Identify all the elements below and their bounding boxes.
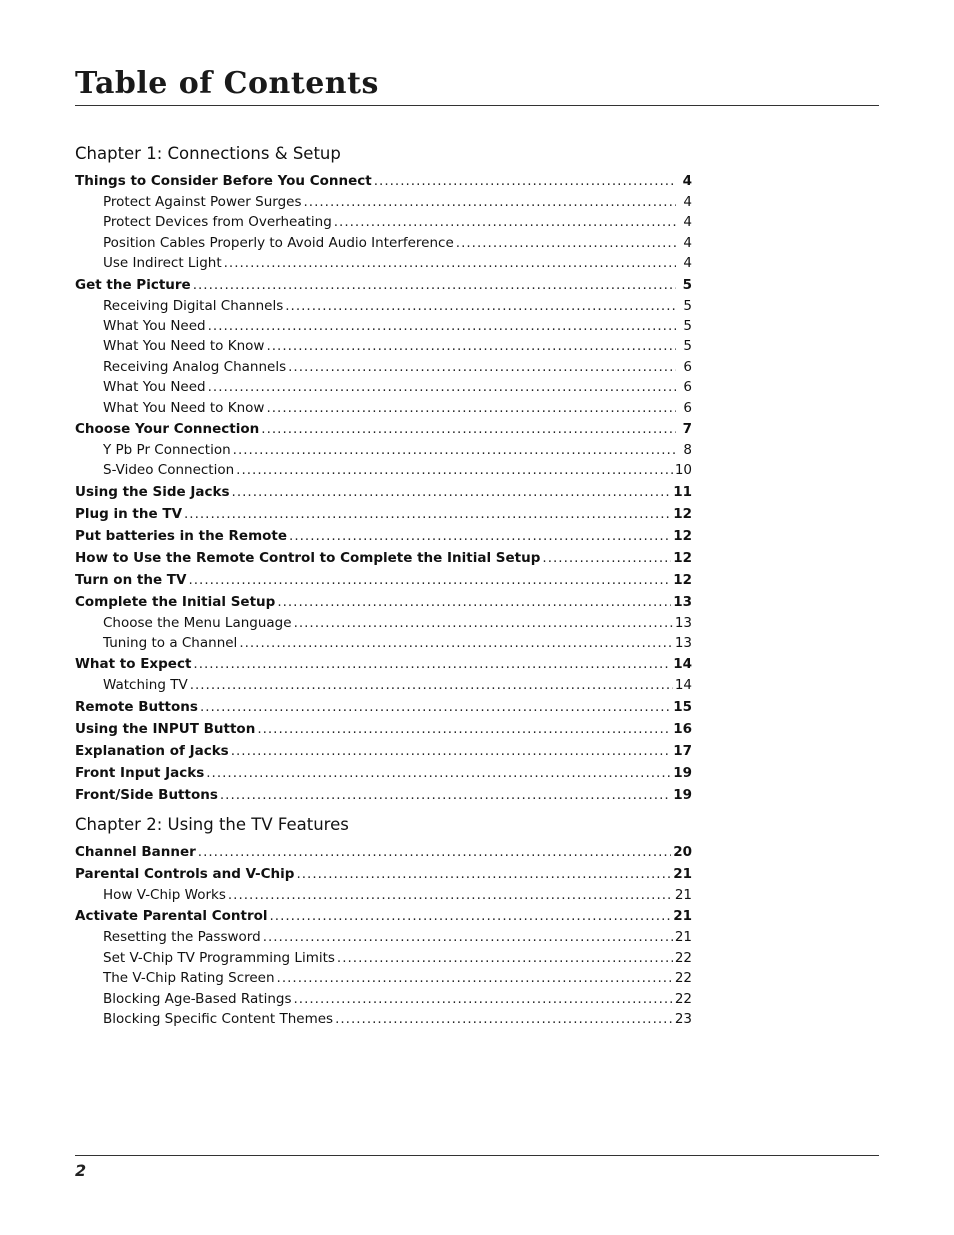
toc-entry-title: Put batteries in the Remote <box>75 527 288 544</box>
toc-entry-title: Protect Against Power Surges <box>103 194 302 210</box>
dot-leader <box>303 192 676 212</box>
toc-page-number: 5 <box>683 317 692 334</box>
toc-entry-title: What You Need to Know <box>103 338 265 355</box>
dot-leader <box>293 989 672 1009</box>
dot-leader <box>239 633 673 653</box>
toc-page-number: 12 <box>673 549 692 566</box>
toc-subentry[interactable] <box>75 1009 692 1029</box>
toc-entry-title: Get the Picture <box>75 276 191 293</box>
toc-page-number: 12 <box>673 505 692 522</box>
toc-page-number: 4 <box>683 214 692 231</box>
toc-entry[interactable] <box>75 418 692 440</box>
toc-entry-title: Explanation of Jacks <box>75 742 229 759</box>
toc-page-number: 6 <box>683 379 692 396</box>
toc-subentry[interactable] <box>75 316 692 336</box>
toc-page-number: 19 <box>673 786 692 803</box>
toc-entry-title: Use Indirect Light <box>103 255 222 272</box>
toc-entry-title: Tuning to a Channel <box>103 635 238 652</box>
toc-entry-title: Using the INPUT Button <box>75 720 256 737</box>
toc-entry-title: Front Input Jacks <box>75 764 205 781</box>
toc-subentry[interactable] <box>75 233 692 253</box>
dot-leader <box>294 613 673 633</box>
toc-entry[interactable] <box>75 274 692 296</box>
toc-page-number: 7 <box>682 420 692 437</box>
toc-entry-title: How to Use the Remote Control to Complete the Initial Setup <box>75 549 541 566</box>
toc-entry-title: What You Need <box>103 379 206 396</box>
toc-page-number: 13 <box>673 593 692 610</box>
dot-leader <box>263 927 673 947</box>
toc-entry-title: Parental Controls and V-Chip <box>75 866 295 882</box>
dot-leader <box>289 525 671 547</box>
toc-page-number: 16 <box>673 720 692 737</box>
dot-leader <box>228 885 673 905</box>
toc-page-number: 12 <box>673 571 692 588</box>
toc-page-number: 13 <box>674 635 692 652</box>
toc-entry-title: Complete the Initial Setup <box>75 593 276 610</box>
toc-entry-title: Turn on the TV <box>75 571 187 588</box>
toc-entry-title: Blocking Specific Content Themes <box>103 1010 334 1027</box>
toc-entry[interactable] <box>75 718 692 740</box>
dot-leader <box>277 591 671 613</box>
toc-entry[interactable] <box>75 863 692 885</box>
toc-page-number: 6 <box>683 358 692 375</box>
chapter-heading: Chapter 1: Connections & Setup <box>75 144 341 163</box>
toc-page-number: 14 <box>673 656 692 673</box>
dot-leader <box>288 357 676 377</box>
toc-entry[interactable] <box>75 740 692 762</box>
dot-leader <box>542 547 671 569</box>
toc-entry[interactable] <box>75 547 692 569</box>
chapter-heading: Chapter 2: Using the TV Features <box>75 815 349 834</box>
toc-entry-title: Set V-Chip TV Programming Limits <box>103 949 335 966</box>
toc-entry-title: Channel Banner <box>75 844 196 860</box>
toc-entry-title: What You Need <box>103 317 206 334</box>
toc-page-number: 11 <box>673 483 692 500</box>
toc-page-number: 21 <box>674 929 692 946</box>
toc-entry-title: What You Need to Know <box>103 399 265 416</box>
toc-subentry[interactable] <box>75 989 692 1009</box>
dot-leader <box>200 696 671 718</box>
toc-entry-title: Activate Parental Control <box>75 908 268 925</box>
toc-page-number: 12 <box>673 527 692 544</box>
toc-page-number: 14 <box>674 677 692 694</box>
toc-subentry[interactable] <box>75 968 692 988</box>
dot-leader <box>198 841 671 863</box>
dot-leader <box>334 212 676 232</box>
toc-subentry[interactable] <box>75 440 692 460</box>
dot-leader <box>208 377 676 397</box>
toc-entry[interactable] <box>75 696 692 718</box>
dot-leader <box>277 968 673 988</box>
toc-subentry[interactable] <box>75 613 692 633</box>
dot-leader <box>261 418 676 440</box>
toc-entry-title: Receiving Digital Channels <box>103 297 284 314</box>
dot-leader <box>193 274 676 296</box>
toc-subentry[interactable] <box>75 212 692 232</box>
dot-leader <box>285 296 676 316</box>
toc-entry-title: Watching TV <box>103 677 188 694</box>
dot-leader <box>266 336 676 356</box>
toc-page-number: 17 <box>673 742 692 759</box>
toc-entry[interactable] <box>75 569 692 591</box>
toc-subentry[interactable] <box>75 398 692 418</box>
chapter-2-section <box>75 814 692 1029</box>
toc-subentry[interactable] <box>75 927 692 947</box>
toc-page-number: 22 <box>674 949 692 966</box>
toc-entry-title: Position Cables Properly to Avoid Audio Interference <box>103 234 454 251</box>
page-title: Table of Contents <box>75 66 379 101</box>
toc-entry[interactable] <box>75 525 692 547</box>
toc-subentry[interactable] <box>75 675 692 695</box>
toc-entry[interactable] <box>75 905 692 927</box>
toc-page-number: 4 <box>683 234 692 251</box>
toc-page-number: 23 <box>674 1010 692 1027</box>
toc-subentry[interactable] <box>75 357 692 377</box>
toc-page-number: 8 <box>683 441 692 458</box>
toc-entry-title: Choose the Menu Language <box>103 614 292 631</box>
toc-entry-title: Remote Buttons <box>75 698 198 715</box>
dot-leader <box>190 675 673 695</box>
dot-leader <box>374 170 676 192</box>
toc-entry-title: Blocking Age-Based Ratings <box>103 990 292 1007</box>
dot-leader <box>270 905 672 927</box>
toc-entry[interactable] <box>75 481 692 503</box>
dot-leader <box>184 503 671 525</box>
toc-subentry[interactable] <box>75 296 692 316</box>
toc-entry-title: Using the Side Jacks <box>75 483 230 500</box>
toc-page-number: 21 <box>673 866 692 882</box>
toc-entry[interactable] <box>75 591 692 613</box>
toc-subentry[interactable] <box>75 460 692 480</box>
toc-subentry[interactable] <box>75 253 692 273</box>
toc-page-number: 5 <box>683 297 692 314</box>
dot-leader <box>220 784 671 806</box>
toc-page-number: 5 <box>682 276 692 293</box>
toc-page-number: 5 <box>683 338 692 355</box>
toc-page-number: 10 <box>674 462 692 479</box>
toc-entry-title: Plug in the TV <box>75 505 183 522</box>
toc-entry[interactable] <box>75 503 692 525</box>
toc-page-number: 6 <box>683 399 692 416</box>
toc-subentry[interactable] <box>75 633 692 653</box>
dot-leader <box>266 398 676 418</box>
dot-leader <box>232 481 672 503</box>
title-rule <box>75 105 879 106</box>
toc-subentry[interactable] <box>75 885 692 905</box>
toc-entry-title: The V-Chip Rating Screen <box>103 970 275 987</box>
dot-leader <box>193 653 671 675</box>
dot-leader <box>337 948 673 968</box>
toc-entry[interactable] <box>75 762 692 784</box>
toc-entry-title: Protect Devices from Overheating <box>103 214 332 231</box>
toc-page-number: 4 <box>683 255 692 272</box>
toc-entry[interactable] <box>75 841 692 863</box>
dot-leader <box>236 460 673 480</box>
dot-leader <box>188 569 671 591</box>
toc-page-number: 15 <box>673 698 692 715</box>
dot-leader <box>208 316 676 336</box>
toc-subentry[interactable] <box>75 192 692 212</box>
toc-entry-title: Resetting the Password <box>103 929 261 946</box>
dot-leader <box>231 740 671 762</box>
chapter-1-section <box>75 143 692 806</box>
dot-leader <box>206 762 671 784</box>
toc-page-number: 19 <box>673 764 692 781</box>
toc-page-number: 21 <box>674 887 692 903</box>
toc-page-number: 22 <box>674 990 692 1007</box>
dot-leader <box>335 1009 673 1029</box>
toc-entry[interactable] <box>75 784 692 806</box>
toc-entry-title: Choose Your Connection <box>75 420 260 437</box>
toc-entry-title: S-Video Connection <box>103 462 235 479</box>
toc-page-number: 4 <box>682 173 692 189</box>
toc-entry-title: Things to Consider Before You Connect <box>75 173 372 189</box>
dot-leader <box>224 253 676 273</box>
toc-page-number: 22 <box>674 970 692 987</box>
dot-leader <box>296 863 671 885</box>
toc-entry[interactable] <box>75 653 692 675</box>
toc-page-number: 13 <box>674 614 692 631</box>
toc-page-number: 4 <box>683 194 692 210</box>
toc-entry-title: What to Expect <box>75 656 192 673</box>
toc-page-number: 21 <box>673 908 692 925</box>
toc-entry-title: Receiving Analog Channels <box>103 358 287 375</box>
dot-leader <box>257 718 671 740</box>
toc-subentry[interactable] <box>75 948 692 968</box>
toc-entry-title: Front/Side Buttons <box>75 786 218 803</box>
toc-subentry[interactable] <box>75 377 692 397</box>
toc-subentry[interactable] <box>75 336 692 356</box>
footer-rule <box>75 1155 879 1156</box>
dot-leader <box>456 233 676 253</box>
page-number: 2 <box>75 1161 87 1180</box>
dot-leader <box>233 440 676 460</box>
toc-entry[interactable] <box>75 170 692 192</box>
toc-page-number: 20 <box>673 844 692 860</box>
toc-entry-title: Y Pb Pr Connection <box>103 441 231 458</box>
toc-entry-title: How V-Chip Works <box>103 887 226 903</box>
